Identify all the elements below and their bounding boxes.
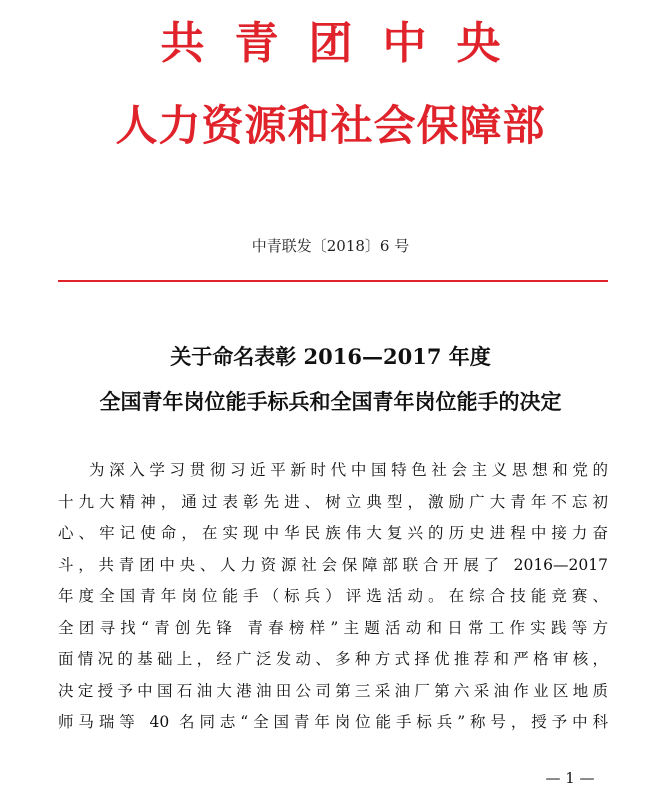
page-number: — 1 — — [545, 769, 595, 787]
issuer-name-1: 共青团中央 — [160, 18, 531, 69]
red-divider — [58, 280, 608, 282]
body-line: 斗，共青团中央、人力资源社会保障部联合开展了 2016—2017 — [58, 555, 608, 574]
body-line: 为深入学习贯彻习近平新时代中国特色社会主义思想和党的 — [89, 461, 608, 479]
body-line: 心、牢记使命，在实现中华民族伟大复兴的历史进程中接力奋 — [58, 524, 608, 542]
document-title-line-1: 关于命名表彰 2016—2017 年度 — [170, 344, 491, 369]
body-line: 决定授予中国石油大港油田公司第三采油厂第六采油作业区地质 — [58, 681, 608, 700]
issuer-name-2: 人力资源和社会保障部 — [115, 101, 546, 150]
body-line: 面情况的基础上，经广泛发动、多种方式择优推荐和严格审核， — [58, 650, 608, 668]
body-paragraph — [58, 455, 608, 739]
body-line: 全团寻找“青创先锋 青春榜样”主题活动和日常工作实践等方 — [58, 618, 608, 637]
body-line: 年度全国青年岗位能手（标兵）评选活动。在综合技能竞赛、 — [58, 587, 608, 605]
document-title-line-2: 全国青年岗位能手标兵和全国青年岗位能手的决定 — [99, 389, 562, 414]
document-number: 中青联发〔2018〕6 号 — [251, 237, 410, 255]
body-line: 师马瑞等 40 名同志“全国青年岗位能手标兵”称号，授予中科 — [58, 713, 608, 731]
body-line: 十九大精神，通过表彰先进、树立典型，激励广大青年不忘初 — [58, 492, 608, 511]
